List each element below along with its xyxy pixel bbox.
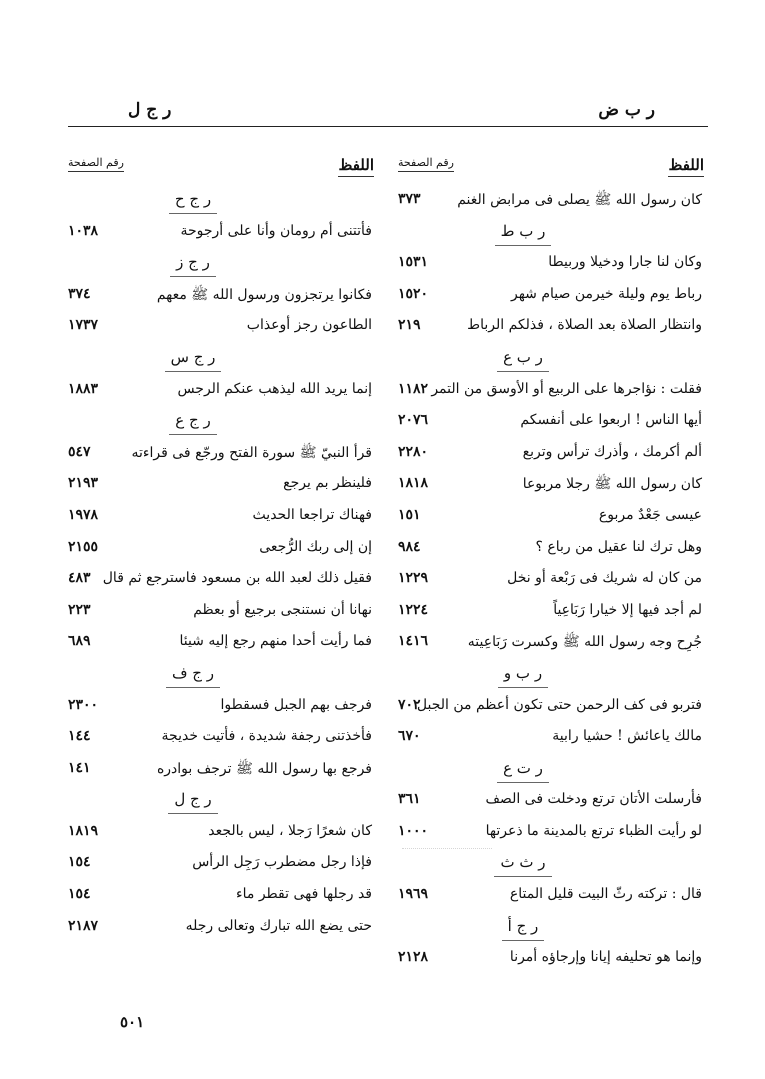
- entry-page-number: ٢٣٠٠: [68, 696, 99, 713]
- index-entry: [68, 626, 378, 658]
- index-entry: [398, 721, 708, 753]
- root-letters: ر ب ط: [500, 221, 546, 240]
- entry-text: فلينظر بم يرجع: [283, 475, 372, 492]
- root-letters: ر ب ع: [503, 347, 543, 366]
- entry-page-number: ١٢٢٤: [398, 601, 429, 618]
- index-entry: [398, 784, 708, 816]
- root-heading: [68, 247, 378, 279]
- index-entry: [398, 310, 708, 342]
- index-entry: [398, 247, 708, 279]
- index-entry: [68, 816, 378, 848]
- entry-text: فرجع بها رسول الله ﷺ ترجف بوادره: [156, 760, 372, 777]
- index-entry: [68, 911, 378, 943]
- entry-text: فقلت : نؤاجرها على الربيع أو الأوسق من التمر: [431, 380, 702, 397]
- entry-text: كان شعرًا رَجلا ، ليس بالجعد: [208, 822, 372, 839]
- entry-text: فإذا رجل مضطرب رَجِل الرأس: [192, 854, 372, 871]
- index-entry: [398, 595, 708, 627]
- entry-text: جُرِح وجه رسول الله ﷺ وكسرت رَبَاعِيته: [467, 634, 702, 651]
- entry-text: إنما يريد الله ليذهب عنكم الرجس: [177, 380, 372, 397]
- entry-text: وهل ترك لنا عقيل من رباع ؟: [535, 538, 702, 555]
- entry-page-number: ٣٦١: [398, 791, 421, 808]
- print-smudge: [402, 848, 492, 863]
- entry-page-number: ١٥٤: [68, 886, 91, 903]
- index-entry: [398, 184, 708, 216]
- entry-page-number: ١٥٤: [68, 854, 91, 871]
- index-entry: [398, 563, 708, 595]
- entry-page-number: ١٥٣١: [398, 254, 429, 271]
- entry-page-number: ١٤١: [68, 759, 91, 776]
- entry-text: من كان له شريك فى رَبْعة أو نخل: [507, 570, 702, 587]
- entry-text: فهناك تراجعا الحديث: [252, 506, 372, 523]
- entry-text: أيها الناس ! اربعوا على أنفسكم: [520, 412, 702, 429]
- entry-text: فما رأيت أحدا منهم رجع إليه شيئا: [179, 633, 372, 650]
- entry-page-number: ١٤٤: [68, 728, 91, 745]
- entry-page-number: ١٧٣٧: [68, 317, 99, 334]
- entry-page-number: ١١٨٢: [398, 380, 429, 397]
- entry-page-number: ٤٨٣: [68, 570, 91, 587]
- entry-text: إن إلى ربك الرُّجعى: [259, 538, 372, 555]
- entry-text: فقيل ذلك لعبد الله بن مسعود فاسترجع ثم قال: [102, 570, 372, 587]
- entry-page-number: ١٠٣٨: [68, 222, 99, 239]
- index-entry: [68, 879, 378, 911]
- entry-page-number: ١٨١٩: [68, 822, 99, 839]
- root-letters: ر ج أ: [507, 916, 539, 935]
- index-entry: [68, 690, 378, 722]
- entry-text: فأخذتنى رجفة شديدة ، فأتيت خديجة: [161, 728, 372, 745]
- index-entry: [398, 374, 708, 406]
- entry-text: فكانوا يرتجزون ورسول الله ﷺ معهم: [156, 286, 372, 303]
- index-entry: [68, 437, 378, 469]
- column-header: [68, 150, 378, 184]
- entry-page-number: ٩٨٤: [398, 538, 421, 555]
- index-entry: [398, 468, 708, 500]
- word-label: اللفظ: [338, 156, 374, 174]
- entry-text: وإنما هو تحليفه إيانا وإرجاؤه أمرنا: [509, 949, 702, 966]
- index-entry: [398, 405, 708, 437]
- root-heading: [398, 753, 708, 785]
- entry-page-number: ٦٧٠: [398, 728, 421, 745]
- entry-page-number: ٢١٩٣: [68, 475, 99, 492]
- entry-page-number: ١٢٢٩: [398, 570, 429, 587]
- index-entry: [398, 816, 708, 848]
- index-entry: [68, 847, 378, 879]
- root-letters: ر ج ل: [174, 790, 212, 809]
- root-letters: ر ج ح: [174, 190, 212, 208]
- entry-page-number: ٥٤٧: [68, 443, 91, 460]
- root-letters: ر ث ث: [500, 853, 546, 872]
- index-entry: [68, 532, 378, 564]
- root-letters: ر ج ع: [175, 411, 211, 430]
- entry-page-number: ٢٢٨٠: [398, 443, 429, 460]
- root-letters: ر ج س: [170, 347, 216, 366]
- entry-text: كان رسول الله ﷺ يصلى فى مرابض الغنم: [457, 192, 702, 208]
- entry-text: وانتظار الصلاة بعد الصلاة ، فذلكم الرباط: [467, 317, 702, 334]
- entry-page-number: ١٤١٦: [398, 633, 429, 650]
- page-number: ٥٠١: [120, 1013, 145, 1031]
- word-label: اللفظ: [668, 156, 704, 174]
- root-letters: ر ج ف: [171, 663, 214, 682]
- index-entry: [398, 879, 708, 911]
- root-heading: [68, 784, 378, 816]
- header-root-left: ر ج ل: [128, 100, 172, 120]
- entry-page-number: ٦٨٩: [68, 633, 91, 650]
- entry-text: قال : تركته رثّ البيت قليل المتاع: [509, 886, 702, 903]
- index-entry: [68, 374, 378, 406]
- entry-text: عيسى جَعْدٌ مربوع: [598, 506, 702, 523]
- index-entry: [398, 279, 708, 311]
- index-entry: [68, 310, 378, 342]
- entry-page-number: ١٥١: [398, 506, 421, 523]
- index-entry: [68, 500, 378, 532]
- entry-text: وكان لنا جارا ودخيلا وربيطا: [548, 254, 702, 271]
- index-entry: [68, 279, 378, 311]
- entry-text: رباط يوم وليلة خيرمن صيام شهر: [510, 285, 702, 302]
- entry-text: لو رأيت الظباء ترتع بالمدينة ما ذعرتها: [485, 822, 702, 839]
- page-label: رقم الصفحة: [398, 156, 454, 169]
- entry-text: نهانا أن نستنجى برجيع أو بعظم: [193, 601, 372, 618]
- entry-page-number: ٢٢٣: [68, 601, 91, 618]
- root-heading: [68, 405, 378, 437]
- root-heading: [68, 342, 378, 374]
- entry-page-number: ١٨١٨: [398, 475, 429, 492]
- index-entry: [398, 532, 708, 564]
- entry-text: فرجف بهم الجبل فسقطوا: [220, 696, 372, 713]
- entry-text: فتربو فى كف الرحمن حتى تكون أعظم من الجبل: [416, 696, 702, 713]
- root-heading: [398, 216, 708, 248]
- header-root-right: ر ب ض: [598, 100, 655, 120]
- index-entry: [398, 500, 708, 532]
- root-heading: [398, 342, 708, 374]
- root-heading: [398, 658, 708, 690]
- index-entry: [68, 753, 378, 785]
- entry-text: قرأ النبيّ ﷺ سورة الفتح ورجّع فى قراءته: [131, 444, 372, 461]
- entry-text: قد رجلها فهى تقطر ماء: [236, 886, 372, 903]
- entry-text: كان رسول الله ﷺ رجلا مربوعا: [522, 476, 702, 493]
- index-entry: [398, 690, 708, 722]
- entry-page-number: ١٨٨٣: [68, 380, 99, 397]
- entry-text: ألم أكرمك ، وأذرك ترأس وتربع: [522, 443, 702, 460]
- root-letters: ر ج ز: [176, 253, 210, 272]
- root-heading: [68, 184, 378, 216]
- page-label: رقم الصفحة: [68, 156, 124, 169]
- index-entry: [68, 216, 378, 248]
- entry-page-number: ١٥٢٠: [398, 285, 429, 302]
- index-entry: [68, 468, 378, 500]
- entry-text: فأرسلت الأتان ترتع ودخلت فى الصف: [485, 791, 702, 808]
- entry-page-number: ٧٠٢: [398, 696, 421, 713]
- entry-page-number: ٢١٢٨: [398, 949, 429, 966]
- entry-page-number: ١٩٧٨: [68, 506, 99, 523]
- index-entry: [68, 563, 378, 595]
- entry-text: فأتتنى أم رومان وأنا على أرجوحة: [180, 222, 372, 239]
- root-heading: [398, 911, 708, 943]
- entry-text: لم أجد فيها إلا خيارا رَبَاعِياً: [553, 601, 702, 618]
- column-header: [398, 150, 708, 184]
- root-letters: ر ت ع: [503, 758, 543, 777]
- index-entry: [398, 437, 708, 469]
- index-entry: [68, 721, 378, 753]
- index-column-left: [68, 150, 378, 942]
- entry-page-number: ٢١٨٧: [68, 917, 99, 934]
- entry-text: مالك ياعائش ! حشيا رابية: [552, 728, 702, 745]
- entry-page-number: ٢١٥٥: [68, 538, 99, 555]
- index-entry: [398, 942, 708, 974]
- index-entry: [398, 626, 708, 658]
- entry-page-number: ٣٧٤: [68, 285, 91, 302]
- entry-text: حتى يضع الله تبارك وتعالى رجله: [185, 917, 372, 934]
- header-rule: [68, 126, 708, 127]
- entry-page-number: ٢١٩: [398, 317, 421, 334]
- entry-page-number: ١٩٦٩: [398, 886, 429, 903]
- root-letters: ر ب و: [503, 663, 543, 682]
- entry-page-number: ٢٠٧٦: [398, 412, 429, 429]
- entry-text: الطاعون رجز أوعذاب: [246, 317, 372, 334]
- index-entry: [68, 595, 378, 627]
- entry-page-number: ٣٧٣: [398, 191, 421, 207]
- root-heading: [68, 658, 378, 690]
- entry-page-number: ١٠٠٠: [398, 822, 429, 839]
